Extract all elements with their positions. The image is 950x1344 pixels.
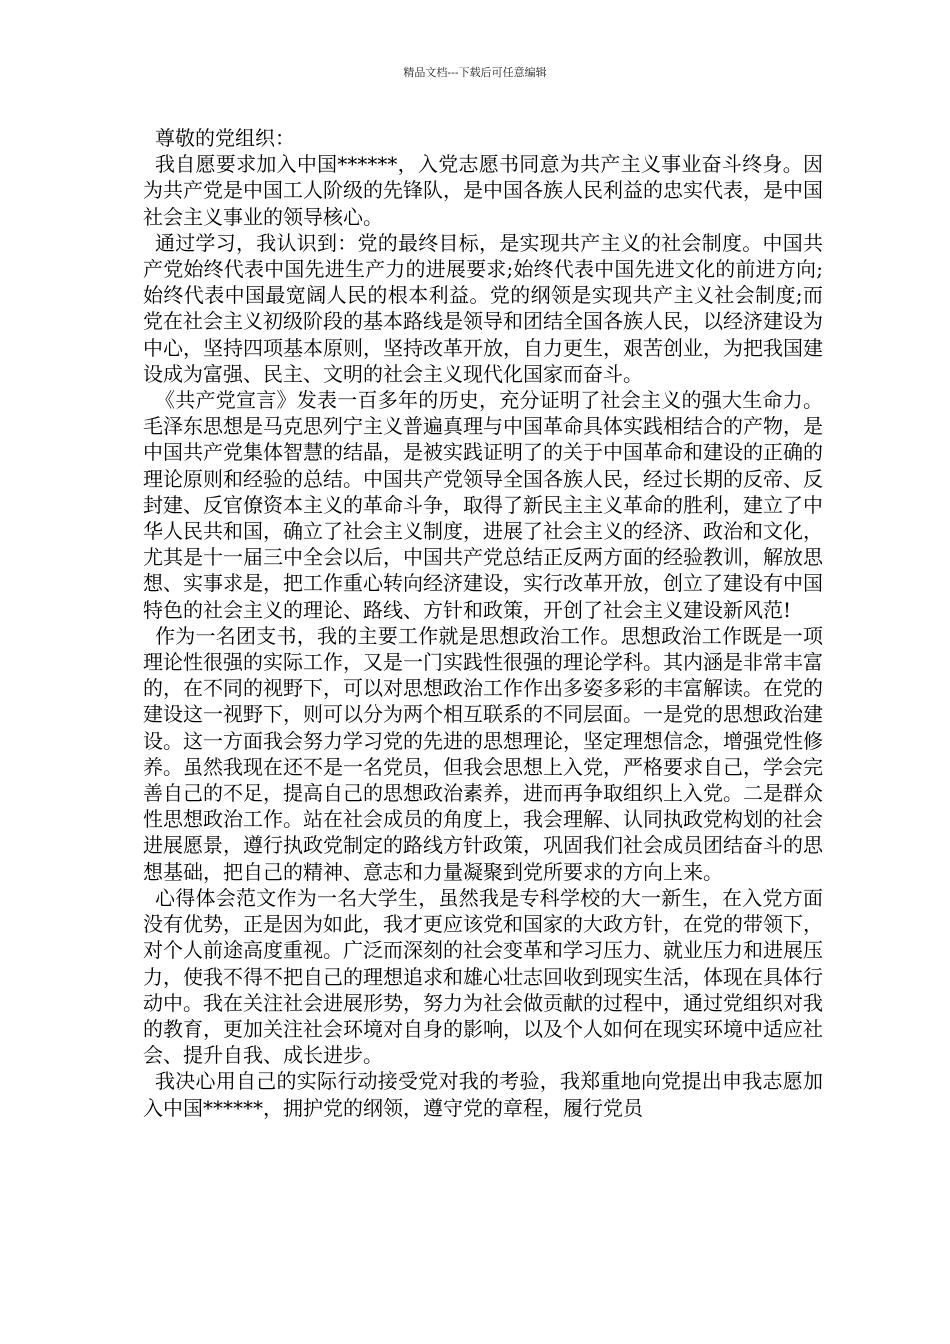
page-header: 精品文档---下载后可任意编辑 (403, 66, 547, 79)
paragraph-5: 心得体会范文作为一名大学生，虽然我是专科学校的大一新生，在入党方面没有优势，正是因为如此，我才更应该党和国家的大政方针，在党的带领下，对个人前途高度重视。广泛而深刻的社会变革和学习压力、就业压力和进展压力，使我不得不把自己的理想追求和雄心壮志回收到现实生活，体现在具体行动中。我在关注社会进展形势，努力为社会做贡献的过程中，通过党组织对我的教育，更加关注社会环境对自身的影响，以及个人如何在现实环境中适应社会、提升自我、成长进步。 (143, 885, 823, 1068)
paragraph-6: 我决心用自己的实际行动接受党对我的考验，我郑重地向党提出申我志愿加入中国******，拥护党的纲领，遵守党的章程，履行党员 (143, 1069, 823, 1120)
salutation: 尊敬的党组织： (155, 126, 295, 150)
paragraph-4: 作为一名团支书，我的主要工作就是思想政治工作。思想政治工作既是一项理论性很强的实际工作，又是一门实践性很强的理论学科。其内涵是非常丰富的，在不同的视野下，可以对思想政治工作作出多姿多彩的丰富解读。在党的建设这一视野下，则可以分为两个相互联系的不同层面。一是党的思想政治建设。这一方面我会努力学习党的先进的思想理论，坚定理想信念，增强党性修养。虽然我现在还不是一名党员，但我会思想上入党，严格要求自己，学会完善自己的不足，提高自己的思想政治素养，进而再争取组织上入党。二是群众性思想政治工作。站在社会成员的角度上，我会理解、认同执政党构划的社会进展愿景，遵行执政党制定的路线方针政策，巩固我们社会成员团结奋斗的思想基础，把自己的精神、意志和力量凝聚到党所要求的方向上来。 (143, 623, 823, 884)
letter-body (143, 125, 823, 1121)
paragraph-1: 我自愿要求加入中国******，入党志愿书同意为共产主义事业奋斗终身。因为共产党是中国工人阶级的先锋队，是中国各族人民利益的忠实代表，是中国社会主义事业的领导核心。 (143, 152, 823, 229)
paragraph-3: 《共产党宣言》发表一百多年的历史，充分证明了社会主义的强大生命力。毛泽东思想是马克思列宁主义普遍真理与中国革命具体实践相结合的产物，是中国共产党集体智慧的结晶，是被实践证明了的关于中国革命和建设的正确的理论原则和经验的总结。中国共产党领导全国各族人民，经过长期的反帝、反封建、反官僚资本主义的革命斗争，取得了新民主主义革命的胜利，建立了中华人民共和国，确立了社会主义制度，进展了社会主义的经济、政治和文化，尤其是十一届三中全会以后，中国共产党总结正反两方面的经验教训，解放思想、实事求是，把工作重心转向经济建设，实行改革开放，创立了建设有中国特色的社会主义的理论、路线、方针和政策，开创了社会主义建设新风范! (143, 388, 823, 622)
paragraph-2: 通过学习，我认识到：党的最终目标，是实现共产主义的社会制度。中国共产党始终代表中国先进生产力的进展要求;始终代表中国先进文化的前进方向;始终代表中国最宽阔人民的根本利益。党的纲领是实现共产主义社会制度;而党在社会主义初级阶段的基本路线是领导和团结全国各族人民，以经济建设为中心，坚持四项基本原则，坚持改革开放，自力更生，艰苦创业，为把我国建设成为富强、民主、文明的社会主义现代化国家而奋斗。 (143, 230, 823, 386)
